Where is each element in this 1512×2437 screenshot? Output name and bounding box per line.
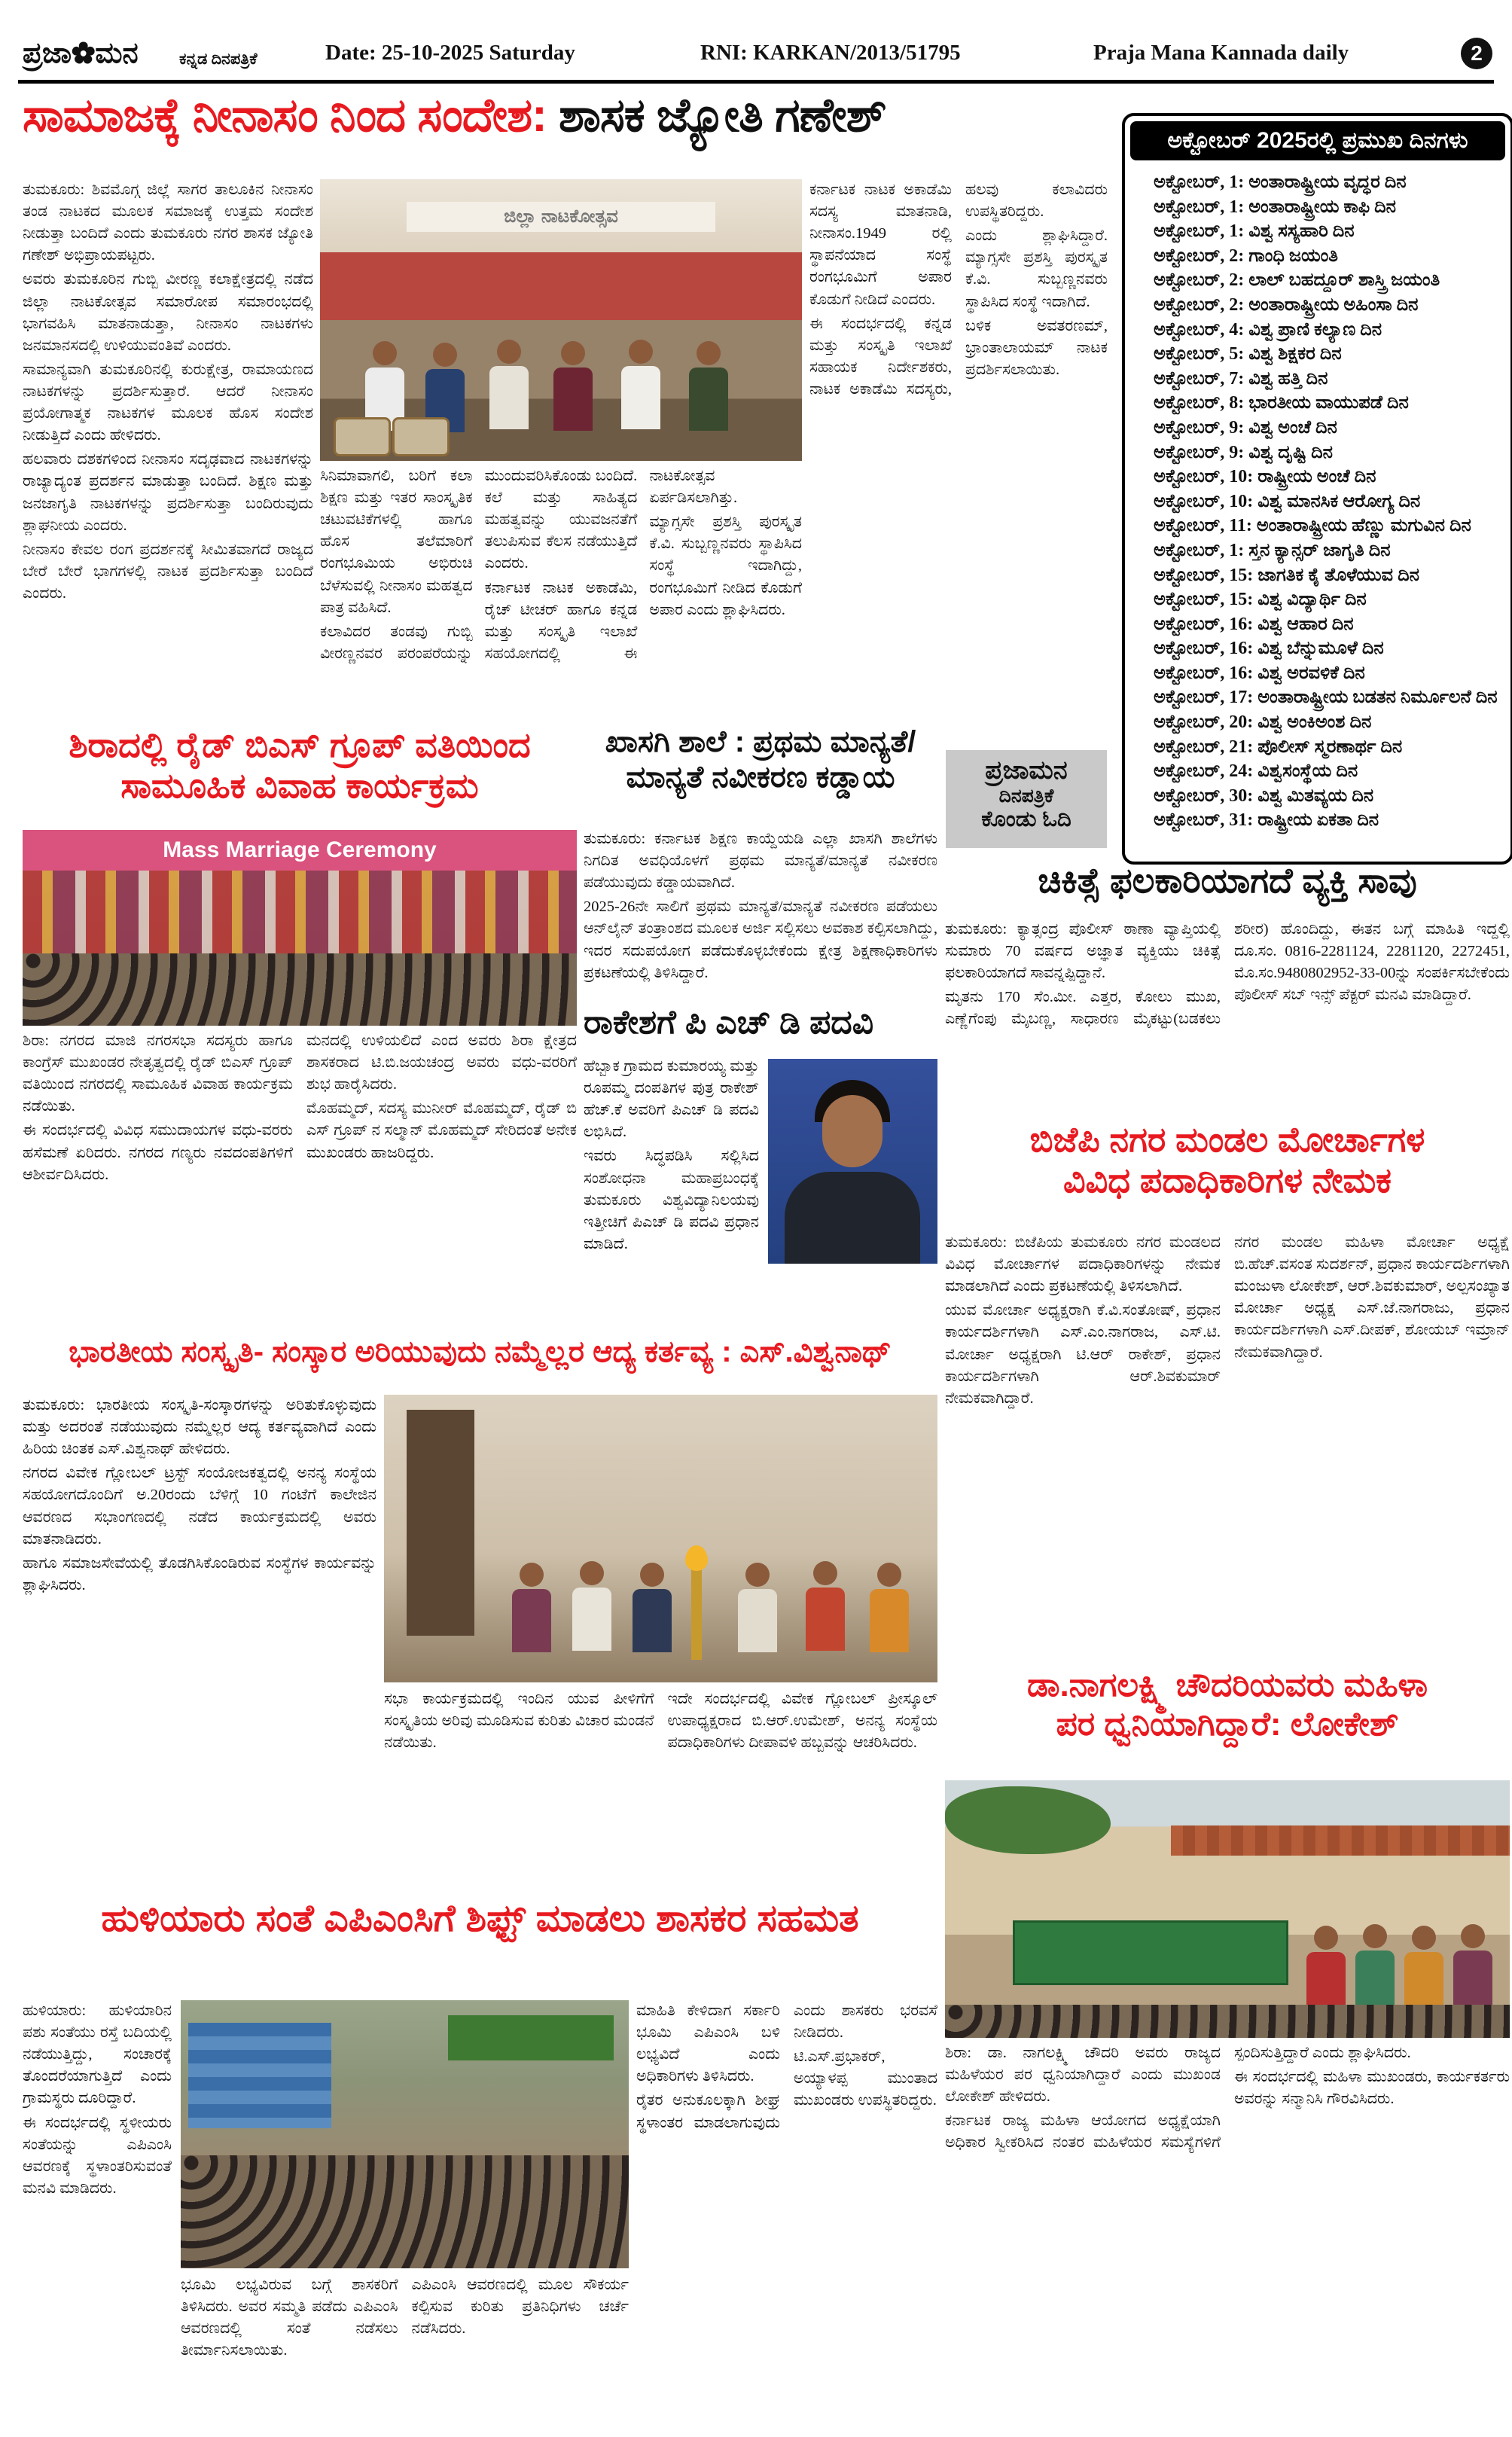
- person-figure: [1355, 1924, 1395, 2014]
- important-day-item: ಅಕ್ಟೋಬರ್, 1: ಸ್ತನ ಕ್ಯಾನ್ಸರ್ ಜಾಗೃತಿ ದಿನ: [1154, 540, 1391, 560]
- nagalakshmi-headline-line1: ಡಾ.ನಾಗಲಕ್ಷ್ಮಿ ಚೌದರಿಯವರು ಮಹಿಳಾ: [1026, 1667, 1428, 1703]
- important-days-box: [1122, 113, 1512, 865]
- important-day-item: ಅಕ್ಟೋಬರ್, 1: ಅಂತಾರಾಷ್ಟ್ರೀಯ ವೃದ್ಧರ ದಿನ: [1154, 172, 1407, 192]
- important-day-item: ಅಕ್ಟೋಬರ್, 20: ವಿಶ್ವ ಅಂಕಿಅಂಶ ದಿನ: [1154, 712, 1372, 733]
- main-article-col-left: [23, 179, 313, 717]
- person-figure: [553, 341, 593, 431]
- main-headline-red: ಸಾಮಾಜಕ್ಕೆ ನೀನಾಸಂ ನಿಂದ ಸಂದೇಶ:: [23, 90, 559, 142]
- phd-headline: ರಾಕೇಶಗೆ ಪಿ ಎಚ್ ಡಿ ಪದವಿ: [584, 1004, 874, 1041]
- culture-col-left: [23, 1395, 376, 1886]
- person-figure: [633, 1563, 672, 1652]
- phd-body: [584, 1056, 937, 1331]
- mass-marriage-photo: [23, 830, 577, 1026]
- huliyar-headline: ಹುಳಿಯಾರು ಸಂತೆ ಎಪಿಎಂಸಿಗೆ ಶಿಫ್ಟ್ ಮಾಡಲು ಶಾಸಕರ ಸಹಮತ: [101, 1897, 859, 1939]
- paragraph: ಸಿನಿಮಾವಾಗಲಿ, ಬರಿಗೆ ಕಲಾ ಶಿಕ್ಷಣ ಮತ್ತು ಇತರ ಸಾಂಸ್ಕೃತಿಕ ಚಟುವಟಿಕೆಗಳಲ್ಲಿ ಹಾಗೂ ಹೊಸ ತಲೆಮಾರಿಗೆ ರಂಗಭೂಮಿಯ ಅಭಿರುಚಿ ಬೆಳೆಸುವಲ್ಲಿ ನೀನಾಸಂ ಮಹತ್ವದ ಪಾತ್ರ ವಹಿಸಿದೆ.: [320, 468, 473, 616]
- main-article-col-below-photo: [320, 465, 802, 717]
- roof-tiles: [1171, 1825, 1510, 1856]
- paragraph: ಮೊಹಮ್ಮದ್, ಸದಸ್ಯ ಮುನೀರ್ ಮೊಹಮ್ಮದ್, ರೈಡ್ ಬಿ ಎಸ್ ಗ್ರೂಪ್ ನ ಸಲ್ಮಾನ್ ಮೊಹಮ್ಮದ್ ಸೇರಿದಂತೆ ಅನೇಕ ಮುಖಂಡರು ಹಾಜರಿದ್ದರು.: [306, 1100, 577, 1161]
- promo-box: [946, 750, 1107, 848]
- huliyar-col-left: [23, 2000, 172, 2419]
- person-figure: [689, 341, 728, 431]
- culture-headline: ಭಾರತೀಯ ಸಂಸ್ಕೃತಿ- ಸಂಸ್ಕಾರ ಅರಿಯುವುದು ನಮ್ಮೆಲ್ಲರ ಆದ್ಯ ಕರ್ತವ್ಯ : ಎಸ್.ವಿಶ್ವನಾಥ್: [69, 1335, 892, 1368]
- paragraph: ಇದೇ ಸಂದರ್ಭದಲ್ಲಿ ವಿವೇಕ ಗ್ಲೋಬಲ್ ಪ್ರೀಸ್ಕೂಲ್ ಉಪಾಧ್ಯಕ್ಷರಾದ ಬಿ.ಆರ್.ಉಮೇಶ್, ಅನನ್ಯ ಸಂಸ್ಥೆಯ ಪದಾಧಿಕಾರಿಗಳು ದೀಪಾವಳಿ ಹಬ್ಬವನ್ನು ಆಚರಿಸಿದರು.: [667, 1691, 937, 1752]
- important-day-item: ಅಕ್ಟೋಬರ್, 10: ರಾಷ್ಟ್ರೀಯ ಅಂಚೆ ದಿನ: [1154, 467, 1376, 487]
- important-day-item: ಅಕ್ಟೋಬರ್, 1: ಅಂತಾರಾಷ್ಟ್ರೀಯ ಕಾಫಿ ದಿನ: [1154, 197, 1396, 217]
- huliyar-col-right: [636, 2000, 937, 2419]
- important-day-item: ಅಕ್ಟೋಬರ್, 15: ವಿಶ್ವ ವಿದ್ಯಾರ್ಥಿ ದಿನ: [1154, 590, 1367, 610]
- paragraph: ಈ ಸಂದರ್ಭದಲ್ಲಿ ಸ್ಥಳೀಯರು ಸಂತೆಯನ್ನು ಎಪಿಎಂಸಿ ಆವರಣಕ್ಕೆ ಸ್ಥಳಾಂತರಿಸುವಂತೆ ಮನವಿ ಮಾಡಿದರು.: [23, 2114, 172, 2197]
- person-figure: [1453, 1924, 1492, 2014]
- paragraph: ತುಮಕೂರು: ಬಿಜೆಪಿಯ ತುಮಕೂರು ನಗರ ಮಂಡಲದ ವಿವಿಧ ಮೋರ್ಚಾಗಳ ಪದಾಧಿಕಾರಿಗಳನ್ನು ನೇಮಕ ಮಾಡಲಾಗಿದೆ ಎಂದು ಪ್ರಕಟಣೆಯಲ್ಲಿ ತಿಳಿಸಲಾಗಿದೆ.: [945, 1234, 1221, 1295]
- paragraph: ಹಲವಾರು ದಶಕಗಳಿಂದ ನೀನಾಸಂ ಸದೃಢವಾದ ನಾಟಕಗಳನ್ನು ರಾಜ್ಯಾದ್ಯಂತ ಪ್ರದರ್ಶನ ಮಾಡುತ್ತಾ ಬಂದಿದೆ. ಶಿಕ್ಷಣ ಮತ್ತು ಜನಜಾಗೃತಿ ನಾಟಕಗಳನ್ನು ಪ್ರದರ್ಶಿಸುತ್ತಾ ಬಂದಿರುವುದು ಶ್ಲಾಘನೀಯ ಎಂದರು.: [23, 451, 313, 534]
- death-body: [945, 919, 1510, 1115]
- paragraph: ಈ ಸಂದರ್ಭದಲ್ಲಿ ಮಹಿಳಾ ಮುಖಂಡರು, ಕಾರ್ಯಕರ್ತರು ಅವರನ್ನು ಸನ್ಮಾನಿಸಿ ಗೌರವಿಸಿದರು.: [1234, 2069, 1510, 2108]
- paragraph: ಎಂದು ಶ್ಲಾಘಿಸಿದ್ದಾರೆ. ಮ್ಯಾಗ್ಸಸೇ ಪ್ರಶಸ್ತಿ ಪುರಸ್ಕೃತ ಕೆ.ವಿ. ಸುಬ್ಬಣ್ಣನವರು ಸ್ಥಾಪಿಸಿದ ಸಂಸ್ಥೆ ಇದಾಗಿದೆ.: [965, 227, 1108, 310]
- seated-crowd: [23, 953, 577, 1026]
- important-day-item: ಅಕ್ಟೋಬರ್, 9: ವಿಶ್ವ ದೃಷ್ಟಿ ದಿನ: [1154, 442, 1333, 462]
- mass-marriage-banner-text: Mass Marriage Ceremony: [23, 830, 577, 871]
- paragraph: ಅವರು ತುಮಕೂರಿನ ಗುಬ್ಬಿ ವೀರಣ್ಣ ಕಲಾಕ್ಷೇತ್ರದಲ್ಲಿ ನಡೆದ ಜಿಲ್ಲಾ ನಾಟಕೋತ್ಸವ ಸಮಾರೋಪ ಸಮಾರಂಭದಲ್ಲಿ ಭಾಗವಹಿಸಿ ಮಾತನಾಡುತ್ತಾ, ನೀನಾಸಂ ನಾಟಕಗಳು ಜನಮಾನಸದಲ್ಲಿ ಉಳಿಯುವಂತಿವೆ ಎಂದರು.: [23, 271, 313, 354]
- person-figure: [489, 340, 529, 429]
- paragraph: ಮೃತನು 170 ಸೆಂ.ಮೀ. ಎತ್ತರ, ಕೋಲು ಮುಖ, ಎಣ್ಣೆಗೆಂಪು ಮೈಬಣ್ಣ, ಸಾಧಾರಣ ಮೈಕಟ್ಟು(ಬಡಕಲು ಶರೀರ) ಹೊಂದಿದ್ದು, ಈತನ ಬಗ್ಗೆ ಮಾಹಿತಿ ಇದ್ದಲ್ಲಿ ದೂ.ಸಂ. 0816-2281124, 2281120, 2272451, ಮೊ.ಸಂ.9480802952-33-00ನ್ನು ಸಂಪರ್ಕಿಸಬೇಕೆಂದು ಪೊಲೀಸ್ ಸಬ್ ಇನ್ಸ್ ಪೆಕ್ಟರ್ ಮನವಿ ಮಾಡಿದ್ದಾರೆ.: [945, 921, 1510, 1028]
- page-number-badge: 2: [1461, 38, 1492, 69]
- promo-line1: ಪ್ರಜಾಮನ: [985, 756, 1068, 785]
- paragraph: ತುಮಕೂರು: ಭಾರತೀಯ ಸಂಸ್ಕೃತಿ-ಸಂಸ್ಕಾರಗಳನ್ನು ಅರಿತುಕೊಳ್ಳುವುದು ಮತ್ತು ಅದರಂತೆ ನಡೆಯುವುದು ನಮ್ಮೆಲ್ಲರ ಆದ್ಯ ಕರ್ತವ್ಯವಾಗಿದೆ ಎಂದು ಹಿರಿಯ ಚಿಂತಕ ಎಸ್.ವಿಶ್ವನಾಥ್ ಹೇಳಿದರು.: [23, 1397, 376, 1458]
- important-day-item: ಅಕ್ಟೋಬರ್, 16: ವಿಶ್ವ ಆಹಾರ ದಿನ: [1154, 614, 1354, 634]
- crowd-row: [945, 2005, 1510, 2038]
- person-figure: [870, 1563, 909, 1652]
- promo-line3: ಕೊಂಡು ಓದಿ: [981, 807, 1072, 831]
- green-banner: [1013, 1920, 1288, 1985]
- paragraph: ಬಳಿಕ ಅವತರಣಮ್, ಭ್ರಾಂತಾಲಾಯಮ್ ನಾಟಕ ಪ್ರದರ್ಶಿಸಲಾಯಿತು.: [965, 317, 1108, 378]
- huliyar-col-below: [181, 2274, 629, 2419]
- paragraph: ತುಮಕೂರು: ಕರ್ನಾಟಕ ಶಿಕ್ಷಣ ಕಾಯ್ದೆಯಡಿ ಎಲ್ಲಾ ಖಾಸಗಿ ಶಾಲೆಗಳು ನಿಗದಿತ ಅವಧಿಯೊಳಗೆ ಪ್ರಥಮ ಮಾನ್ಯತೆ/ಮಾನ್ಯತೆ ನವೀಕರಣ ಪಡೆಯುವುದು ಕಡ್ಡಾಯವಾಗಿದೆ.: [584, 831, 937, 892]
- important-day-item: ಅಕ್ಟೋಬರ್, 4: ವಿಶ್ವ ಪ್ರಾಣಿ ಕಲ್ಯಾಣ ದಿನ: [1154, 319, 1382, 340]
- stage-event-photo: [320, 179, 802, 461]
- blue-tarp: [188, 2023, 331, 2128]
- person-figure: [621, 340, 660, 429]
- women-group-photo: [945, 1780, 1510, 2038]
- private-school-headline: ಖಾಸಗಿ ಶಾಲೆ : ಪ್ರಥಮ ಮಾನ್ಯತೆ/ ಮಾನ್ಯತೆ ನವೀಕರಣ ಕಡ್ಡಾಯ: [605, 725, 916, 795]
- important-day-item: ಅಕ್ಟೋಬರ್, 7: ವಿಶ್ವ ಹತ್ತಿ ದಿನ: [1154, 368, 1328, 389]
- paragraph: ತುಮಕೂರು: ಶಿವಮೊಗ್ಗ ಜಿಲ್ಲೆ ಸಾಗರ ತಾಲೂಕಿನ ನೀನಾಸಂ ತಂಡ ನಾಟಕದ ಮೂಲಕ ಸಮಾಜಕ್ಕೆ ಉತ್ತಮ ಸಂದೇಶ ನೀಡುತ್ತಾ ಬಂದಿದೆ ಎಂದು ತುಮಕೂರು ನಗರ ಶಾಸಕ ಜ್ಯೋತಿ ಗಣೇಶ್ ಅಭಿಪ್ರಾಯಪಟ್ಟರು.: [23, 181, 313, 264]
- main-article-col-right: [809, 179, 1108, 717]
- important-day-item: ಅಕ್ಟೋಬರ್, 10: ವಿಶ್ವ ಮಾನಸಿಕ ಆರೋಗ್ಯ ದಿನ: [1154, 491, 1421, 511]
- paragraph: ಹುಳಿಯಾರು: ಹುಳಿಯಾರಿನ ಪಶು ಸಂತೆಯು ರಸ್ತೆ ಬದಿಯಲ್ಲಿ ನಡೆಯುತ್ತಿದ್ದು, ಸಂಚಾರಕ್ಕೆ ತೊಂದರೆಯಾಗುತ್ತಿದೆ ಎಂದು ಗ್ರಾಮಸ್ಥರು ದೂರಿದ್ದಾರೆ.: [23, 2002, 172, 2107]
- important-day-item: ಅಕ್ಟೋಬರ್, 1: ವಿಶ್ವ ಸಸ್ಯಹಾರಿ ದಿನ: [1154, 221, 1355, 242]
- daily-name: Praja Mana Kannada daily: [1093, 41, 1349, 65]
- rni-number: RNI: KARKAN/2013/51795: [700, 41, 961, 65]
- paragraph: ಕರ್ನಾಟಕ ನಾಟಕ ಅಕಾಡೆಮಿ, ರೈಚ್ ಟೀಚರ್ ಹಾಗೂ ಕನ್ನಡ ಮತ್ತು ಸಂಸ್ಕೃತಿ ಇಲಾಖೆ ಸಹಯೋಗದಲ್ಲಿ ಈ ನಾಟಕೋತ್ಸವ ಏರ್ಪಡಿಸಲಾಗಿತ್ತು.: [484, 468, 738, 662]
- promo-line2: ದಿನಪತ್ರಿಕೆ: [998, 785, 1054, 807]
- newspaper-logo: ಪ್ರಜಾ✿ಮನ: [23, 38, 139, 69]
- important-day-item: ಅಕ್ಟೋಬರ್, 11: ಅಂತಾರಾಷ್ಟ್ರೀಯ ಹೆಣ್ಣು ಮಗುವಿನ ದಿನ: [1154, 516, 1471, 536]
- masthead: [0, 33, 1512, 78]
- paragraph: ಮ್ಯಾಗ್ಸಸೇ ಪ್ರಶಸ್ತಿ ಪುರಸ್ಕೃತ ಕೆ.ವಿ. ಸುಬ್ಬಣ್ಣನವರು ಸ್ಥಾಪಿಸಿದ ಸಂಸ್ಥೆ ಇದಾಗಿದ್ದು, ರಂಗಭೂಮಿಗೆ ನೀಡಿದ ಕೊಡುಗೆ ಅಪಾರ ಎಂದು ಶ್ಲಾಘಿಸಿದರು.: [649, 514, 802, 618]
- paragraph: ರೈತರ ಅನುಕೂಲಕ್ಕಾಗಿ ಶೀಘ್ರ ಸ್ಥಳಾಂತರ ಮಾಡಲಾಗುವುದು ಎಂದು ಶಾಸಕರು ಭರವಸೆ ನೀಡಿದರು.: [636, 2002, 937, 2131]
- important-day-item: ಅಕ್ಟೋಬರ್, 8: ಭಾರತೀಯ ವಾಯುಪಡೆ ದಿನ: [1154, 393, 1409, 413]
- paragraph: ಮಾಹಿತಿ ಕೇಳಿದಾಗ ಸರ್ಕಾರಿ ಭೂಮಿ ಎಪಿಎಂಸಿ ಬಳಿ ಲಭ್ಯವಿದೆ ಎಂದು ಅಧಿಕಾರಿಗಳು ತಿಳಿಸಿದರು.: [636, 2002, 780, 2085]
- paragraph: ಯುವ ಮೋರ್ಚಾ ಅಧ್ಯಕ್ಷರಾಗಿ ಕೆ.ವಿ.ಸಂತೋಷ್, ಪ್ರಧಾನ ಕಾರ್ಯದರ್ಶಿಗಳಾಗಿ ಎಸ್.ಎಂ.ನಾಗರಾಜ, ಎಸ್.ಟಿ. ಮೋರ್ಚಾ ಅಧ್ಯಕ್ಷರಾಗಿ ಟಿ.ಆರ್ ರಾಕೇಶ್, ಪ್ರಧಾನ ಕಾರ್ಯದರ್ಶಿಗಳಾಗಿ ಆರ್.ಶಿವಕುಮಾರ್ ನೇಮಕವಾಗಿದ್ದಾರೆ.: [945, 1302, 1221, 1407]
- bjp-headline: [945, 1119, 1510, 1226]
- paragraph: ಸಭಾ ಕಾರ್ಯಕ್ರಮದಲ್ಲಿ ಇಂದಿನ ಯುವ ಪೀಳಿಗೆಗೆ ಸಂಸ್ಕೃತಿಯ ಅರಿವು ಮೂಡಿಸುವ ಕುರಿತು ವಿಚಾರ ಮಂಡನೆ ನಡೆಯಿತು.: [384, 1691, 654, 1752]
- paragraph: ಕರ್ನಾಟಕ ನಾಟಕ ಅಕಾಡೆಮಿ ಸದಸ್ಯ ಮಾತನಾಡಿ, ನೀನಾಸಂ.1949 ರಲ್ಲಿ ಸ್ಥಾಪನೆಯಾದ ಸಂಸ್ಥೆ ರಂಗಭೂಮಿಗೆ ಅಪಾರ ಕೊಡುಗೆ ನೀಡಿದೆ ಎಂದರು.: [809, 181, 952, 308]
- important-day-item: ಅಕ್ಟೋಬರ್, 21: ಪೊಲೀಸ್ ಸ್ಮರಣಾರ್ಥ ದಿನ: [1154, 737, 1403, 757]
- person-figure: [738, 1563, 777, 1652]
- paragraph: ನೀನಾಸಂ ಕೇವಲ ರಂಗ ಪ್ರದರ್ಶನಕ್ಕೆ ಸೀಮಿತವಾಗದೆ ರಾಜ್ಯದ ಬೇರೆ ಬೇರೆ ಭಾಗಗಳಲ್ಲಿ ನಾಟಕ ಪ್ರದರ್ಶಿಸುತ್ತಾ ಬಂದಿದೆ ಎಂದರು.: [23, 541, 313, 602]
- person-figure: [512, 1563, 551, 1652]
- market-crowd-photo: [181, 2000, 629, 2268]
- important-day-item: ಅಕ್ಟೋಬರ್, 9: ವಿಶ್ವ ಅಂಚೆ ದಿನ: [1154, 417, 1337, 438]
- market-crowd: [181, 2155, 629, 2268]
- important-day-item: ಅಕ್ಟೋಬರ್, 16: ವಿಶ್ವ ಅರವಳಿಕೆ ದಿನ: [1154, 663, 1365, 683]
- tree-foliage: [945, 1786, 1111, 1854]
- edition-date: Date: 25-10-2025 Saturday: [325, 41, 575, 65]
- important-day-item: ಅಕ್ಟೋಬರ್, 5: ವಿಶ್ವ ಶಿಕ್ಷಕರ ದಿನ: [1154, 344, 1342, 364]
- paragraph: ಶಿರಾ: ನಗರದ ಮಾಜಿ ನಗರಸಭಾ ಸದಸ್ಯರು ಹಾಗೂ ಕಾಂಗ್ರೆಸ್ ಮುಖಂಡರ ನೇತೃತ್ವದಲ್ಲಿ ರೈಡ್ ಬಿಎಸ್ ಗ್ರೂಪ್ ವತಿಯಿಂದ ನಗರದಲ್ಲಿ ಸಾಮೂಹಿಕ ವಿವಾಹ ಕಾರ್ಯಕ್ರಮ ನಡೆಯಿತು.: [23, 1032, 293, 1115]
- person-figure: [806, 1561, 845, 1651]
- important-day-item: ಅಕ್ಟೋಬರ್, 15: ಜಾಗತಿಕ ಕೈ ತೊಳೆಯುವ ದಿನ: [1154, 565, 1419, 585]
- important-days-list: [1125, 166, 1510, 833]
- newspaper-logo-subtitle: ಕನ್ನಡ ದಿನಪತ್ರಿಕೆ: [179, 50, 258, 68]
- wedding-crowd-row: [23, 871, 577, 953]
- drum-prop: [392, 417, 450, 456]
- culture-col-below: [384, 1688, 937, 1886]
- bjp-headline-line2: ವಿವಿಧ ಪದಾಧಿಕಾರಿಗಳ ನೇಮಕ: [1063, 1161, 1392, 1200]
- paragraph: ನಗರದ ವಿವೇಕ ಗ್ಲೋಬಲ್ ಟ್ರಸ್ಟ್ ಸಂಯೋಜಕತ್ವದಲ್ಲಿ ಅನನ್ಯ ಸಂಸ್ಥೆಯ ಸಹಯೋಗದೊಂದಿಗೆ ಅ.20ರಂದು ಬೆಳಿಗ್ಗೆ 10 ಗಂಟೆಗೆ ಕಾಲೇಜಿನ ಆವರಣದ ಸಭಾಂಗಣದಲ್ಲಿ ನಡೆದ ಕಾರ್ಯಕ್ರಮದಲ್ಲಿ ಅವರು ಮಾತನಾಡಿದರು.: [23, 1465, 376, 1548]
- important-day-item: ಅಕ್ಟೋಬರ್, 16: ವಿಶ್ವ ಬೆನ್ನುಮೂಳೆ ದಿನ: [1154, 639, 1384, 659]
- paragraph: ಈ ಸಂದರ್ಭದಲ್ಲಿ ಕನ್ನಡ ಮತ್ತು ಸಂಸ್ಕೃತಿ ಇಲಾಖೆ ಸಹಾಯಕ ನಿರ್ದೇಶಕರು, ನಾಟಕ ಅಕಾಡೆಮಿ ಸದಸ್ಯರು, ಹಲವು ಕಲಾವಿದರು ಉಪಸ್ಥಿತರಿದ್ದರು.: [809, 181, 1108, 398]
- private-school-body: [584, 828, 937, 1000]
- main-headline: [23, 89, 1111, 173]
- important-day-item: ಅಕ್ಟೋಬರ್, 17: ಅಂತಾರಾಷ್ಟ್ರೀಯ ಬಡತನ ನಿರ್ಮೂಲನೆ ದಿನ: [1154, 688, 1498, 708]
- nagalakshmi-body: [945, 2042, 1510, 2419]
- lamp-flame: [685, 1545, 708, 1571]
- rakesh-portrait-photo: [768, 1059, 937, 1264]
- door-frame: [407, 1410, 474, 1636]
- paragraph: ಇವರು ಸಿದ್ಧಪಡಿಸಿ ಸಲ್ಲಿಸಿದ ಸಂಶೋಧನಾ ಮಹಾಪ್ರಬಂಧಕ್ಕೆ ತುಮಕೂರು ವಿಶ್ವವಿದ್ಯಾನಿಲಯವು ಇತ್ತೀಚಿಗೆ ಪಿಎಚ್ ಡಿ ಪದವಿ ಪ್ರಧಾನ ಮಾಡಿದೆ.: [584, 1148, 759, 1252]
- important-day-item: ಅಕ್ಟೋಬರ್, 2: ಅಂತಾರಾಷ್ಟ್ರೀಯ ಅಹಿಂಸಾ ದಿನ: [1154, 294, 1419, 315]
- important-days-title: ಅಕ್ಟೋಬರ್ 2025ರಲ್ಲಿ ಪ್ರಮುಖ ದಿನಗಳು: [1130, 121, 1505, 160]
- paragraph: ಈ ಸಂದರ್ಭದಲ್ಲಿ ವಿವಿಧ ಸಮುದಾಯಗಳ ವಧು-ವರರು ಹಸೆಮಣೆ ಏರಿದರು. ನಗರದ ಗಣ್ಯರು ನವದಂಪತಿಗಳಿಗೆ ಆಶೀರ್ವದಿಸಿದರು.: [23, 1122, 293, 1183]
- stage-banner-text: ಜಿಲ್ಲಾ ನಾಟಕೋತ್ಸವ: [407, 202, 715, 232]
- drum-prop: [334, 417, 391, 456]
- paragraph: ಕಲಾವಿದರ ತಂಡವು ಗುಬ್ಬಿ ವೀರಣ್ಣನವರ ಪರಂಪರೆಯನ್ನು ಮುಂದುವರಿಸಿಕೊಂಡು ಬಂದಿದೆ. ಕಲೆ ಮತ್ತು ಸಾಹಿತ್ಯದ ಮಹತ್ವವನ್ನು ಯುವಜನತೆಗೆ ತಲುಪಿಸುವ ಕೆಲಸ ನಡೆಯುತ್ತಿದೆ ಎಂದರು.: [320, 468, 638, 662]
- paragraph: ಶಿರಾ: ಡಾ. ನಾಗಲಕ್ಷ್ಮಿ ಚೌದರಿ ಅವರು ರಾಜ್ಯದ ಮಹಿಳೆಯರ ಪರ ಧ್ವನಿಯಾಗಿದ್ದಾರೆ ಎಂದು ಮುಖಂಡ ಲೋಕೇಶ್ ಹೇಳಿದರು.: [945, 2045, 1221, 2106]
- important-day-item: ಅಕ್ಟೋಬರ್, 24: ವಿಶ್ವಸಂಸ್ಥೆಯ ದಿನ: [1154, 761, 1358, 782]
- paragraph: ಸಾಮಾನ್ಯವಾಗಿ ತುಮಕೂರಿನಲ್ಲಿ ಕುರುಕ್ಷೇತ್ರ, ರಾಮಾಯಣದ ನಾಟಕಗಳನ್ನು ಪ್ರದರ್ಶಿಸುತ್ತಾರೆ. ಆದರೆ ನೀನಾಸಂ ಪ್ರಯೋಗಾತ್ಮಕ ನಾಟಕಗಳ ಮೂಲಕ ಹೊಸ ಸಂದೇಶ ನೀಡುತ್ತಿದೆ ಎಂದು ಹೇಳಿದರು.: [23, 361, 313, 444]
- main-headline-black: ಶಾಸಕ ಜ್ಯೋತಿ ಗಣೇಶ್: [558, 90, 886, 142]
- paragraph: ಮನದಲ್ಲಿ ಉಳಿಯಲಿದೆ ಎಂದ ಅವರು ಶಿರಾ ಕ್ಷೇತ್ರದ ಶಾಸಕರಾದ ಟಿ.ಬಿ.ಜಯಚಂದ್ರ ಅವರು ವಧು-ವರರಿಗೆ ಶುಭ ಹಾರೈಸಿದರು.: [306, 1032, 577, 1093]
- death-headline: ಚಿಕಿತ್ಸೆ ಫಲಕಾರಿಯಾಗದೆ ವ್ಯಕ್ತಿ ಸಾವು: [1038, 861, 1417, 900]
- paragraph: ಎಪಿಎಂಸಿ ಆವರಣದಲ್ಲಿ ಮೂಲ ಸೌಕರ್ಯ ಕಲ್ಪಿಸುವ ಕುರಿತು ಪ್ರತಿನಿಧಿಗಳು ಚರ್ಚೆ ನಡೆಸಿದರು.: [411, 2277, 629, 2338]
- person-figure: [572, 1561, 611, 1651]
- important-day-item: ಅಕ್ಟೋಬರ್, 30: ವಿಶ್ವ ಮಿತವ್ಯಯ ದಿನ: [1154, 785, 1374, 806]
- paragraph: 2025-26ನೇ ಸಾಲಿಗೆ ಪ್ರಥಮ ಮಾನ್ಯತೆ/ಮಾನ್ಯತೆ ನವೀಕರಣ ಪಡೆಯಲು ಆನ್‌ಲೈನ್ ತಂತ್ರಾಂಶದ ಮೂಲಕ ಅರ್ಜಿ ಸಲ್ಲಿಸಲು ಅವಕಾಶ ಕಲ್ಪಿಸಲಾಗಿದ್ದು, ಇದರ ಸದುಪಯೋಗ ಪಡೆದುಕೊಳ್ಳಬೇಕೆಂದು ಕ್ಷೇತ್ರ ಶಿಕ್ಷಣಾಧಿಕಾರಿಗಳು ಪ್ರಕಟಣೆಯಲ್ಲಿ ತಿಳಿಸಿದ್ದಾರೆ.: [584, 898, 937, 981]
- paragraph: ಟಿ.ಎಸ್.ಪ್ರಭಾಕರ್, ಅಯ್ಯಾಳಪ್ಪ ಮುಂತಾದ ಮುಖಂಡರು ಉಪಸ್ಥಿತರಿದ್ದರು.: [794, 2048, 937, 2109]
- paragraph: ಭೂಮಿ ಲಭ್ಯವಿರುವ ಬಗ್ಗೆ ಶಾಸಕರಿಗೆ ತಿಳಿಸಿದರು. ಅವರ ಸಮ್ಮತಿ ಪಡೆದು ಎಪಿಎಂಸಿ ಆವರಣದಲ್ಲಿ ಸಂತೆ ನಡೆಸಲು ತೀರ್ಮಾನಿಸಲಾಯಿತು.: [181, 2277, 398, 2359]
- green-banner: [448, 2015, 614, 2060]
- person-figure: [1306, 1926, 1346, 2015]
- person-figure: [1404, 1926, 1443, 2015]
- paragraph: ಕರ್ನಾಟಕ ರಾಜ್ಯ ಮಹಿಳಾ ಆಯೋಗದ ಅಧ್ಯಕ್ಷೆಯಾಗಿ ಅಧಿಕಾರ ಸ್ವೀಕರಿಸಿದ ನಂತರ ಮಹಿಳೆಯರ ಸಮಸ್ಯೆಗಳಿಗೆ ಸ್ಪಂದಿಸುತ್ತಿದ್ದಾರೆ ಎಂದು ಶ್ಲಾಘಿಸಿದರು.: [945, 2045, 1411, 2152]
- paragraph: ನಗರ ಮಂಡಲ ಮಹಿಳಾ ಮೋರ್ಚಾ ಅಧ್ಯಕ್ಷೆ ಬಿ.ಹೆಚ್.ವಸಂತ ಸುದರ್ಶನ್, ಪ್ರಧಾನ ಕಾರ್ಯದರ್ಶಿಗಳಾಗಿ ಮಂಜುಳಾ ಲೋಕೇಶ್, ಆರ್.ಶಿವಕುಮಾರ್, ಅಲ್ಪಸಂಖ್ಯಾತ ಮೋರ್ಚಾ ಅಧ್ಯಕ್ಷ ಎಸ್.ಜೆ.ನಾಗರಾಜು, ಪ್ರಧಾನ ಕಾರ್ಯದರ್ಶಿಗಳಾಗಿ ಎಸ್.ದೀಪಕ್, ಶೋಯಬ್ ಇಮ್ರಾನ್ ನೇಮಕವಾಗಿದ್ದಾರೆ.: [1234, 1234, 1510, 1361]
- brass-lamp: [691, 1569, 702, 1660]
- masthead-rule: [18, 80, 1494, 84]
- mass-marriage-body: [23, 1030, 577, 1330]
- important-day-item: ಅಕ್ಟೋಬರ್, 2: ಲಾಲ್ ಬಹದ್ದೂರ್ ಶಾಸ್ತ್ರಿ ಜಯಂತಿ: [1154, 270, 1440, 291]
- lamp-lighting-photo: [384, 1395, 937, 1682]
- bjp-body: [945, 1232, 1510, 1658]
- bjp-headline-line1: ಬಿಜೆಪಿ ನಗರ ಮಂಡಲ ಮೋರ್ಚಾಗಳ: [1029, 1120, 1425, 1159]
- important-day-item: ಅಕ್ಟೋಬರ್, 31: ರಾಷ್ಟ್ರೀಯ ಏಕತಾ ದಿನ: [1154, 810, 1379, 831]
- nagalakshmi-headline: [945, 1666, 1510, 1776]
- important-day-item: ಅಕ್ಟೋಬರ್, 2: ಗಾಂಧಿ ಜಯಂತಿ: [1154, 246, 1339, 266]
- paragraph: ತುಮಕೂರು: ಕ್ಯಾತ್ಸಂದ್ರ ಪೊಲೀಸ್ ಠಾಣಾ ವ್ಯಾಪ್ತಿಯಲ್ಲಿ ಸುಮಾರು 70 ವರ್ಷದ ಅಜ್ಞಾತ ವ್ಯಕ್ತಿಯು ಚಿಕಿತ್ಸೆ ಫಲಕಾರಿಯಾಗದೆ ಸಾವನ್ನಪ್ಪಿದ್ದಾನೆ.: [945, 921, 1221, 982]
- nagalakshmi-headline-line2: ಪರ ಧ್ವನಿಯಾಗಿದ್ದಾರೆ: ಲೋಕೇಶ್: [1056, 1705, 1399, 1743]
- mass-marriage-headline: ಶಿರಾದಲ್ಲಿ ರೈಡ್ ಬಿಎಸ್ ಗ್ರೂಪ್ ವತಿಯಿಂದ ಸಾಮೂಹಿಕ ವಿವಾಹ ಕಾರ್ಯಕ್ರಮ: [69, 725, 531, 806]
- paragraph: ಹೆಬ್ಬಾಕ ಗ್ರಾಮದ ಕುಮಾರಯ್ಯ ಮತ್ತು ರೂಪಮ್ಮ ದಂಪತಿಗಳ ಪುತ್ರ ರಾಕೇಶ್ ಹೆಚ್.ಕೆ ಅವರಿಗೆ ಪಿಎಚ್ ಡಿ ಪದವಿ ಲಭಿಸಿದೆ.: [584, 1058, 759, 1141]
- paragraph: ಹಾಗೂ ಸಮಾಜಸೇವೆಯಲ್ಲಿ ತೊಡಗಿಸಿಕೊಂಡಿರುವ ಸಂಸ್ಥೆಗಳ ಕಾರ್ಯವನ್ನು ಶ್ಲಾಘಿಸಿದರು.: [23, 1554, 376, 1594]
